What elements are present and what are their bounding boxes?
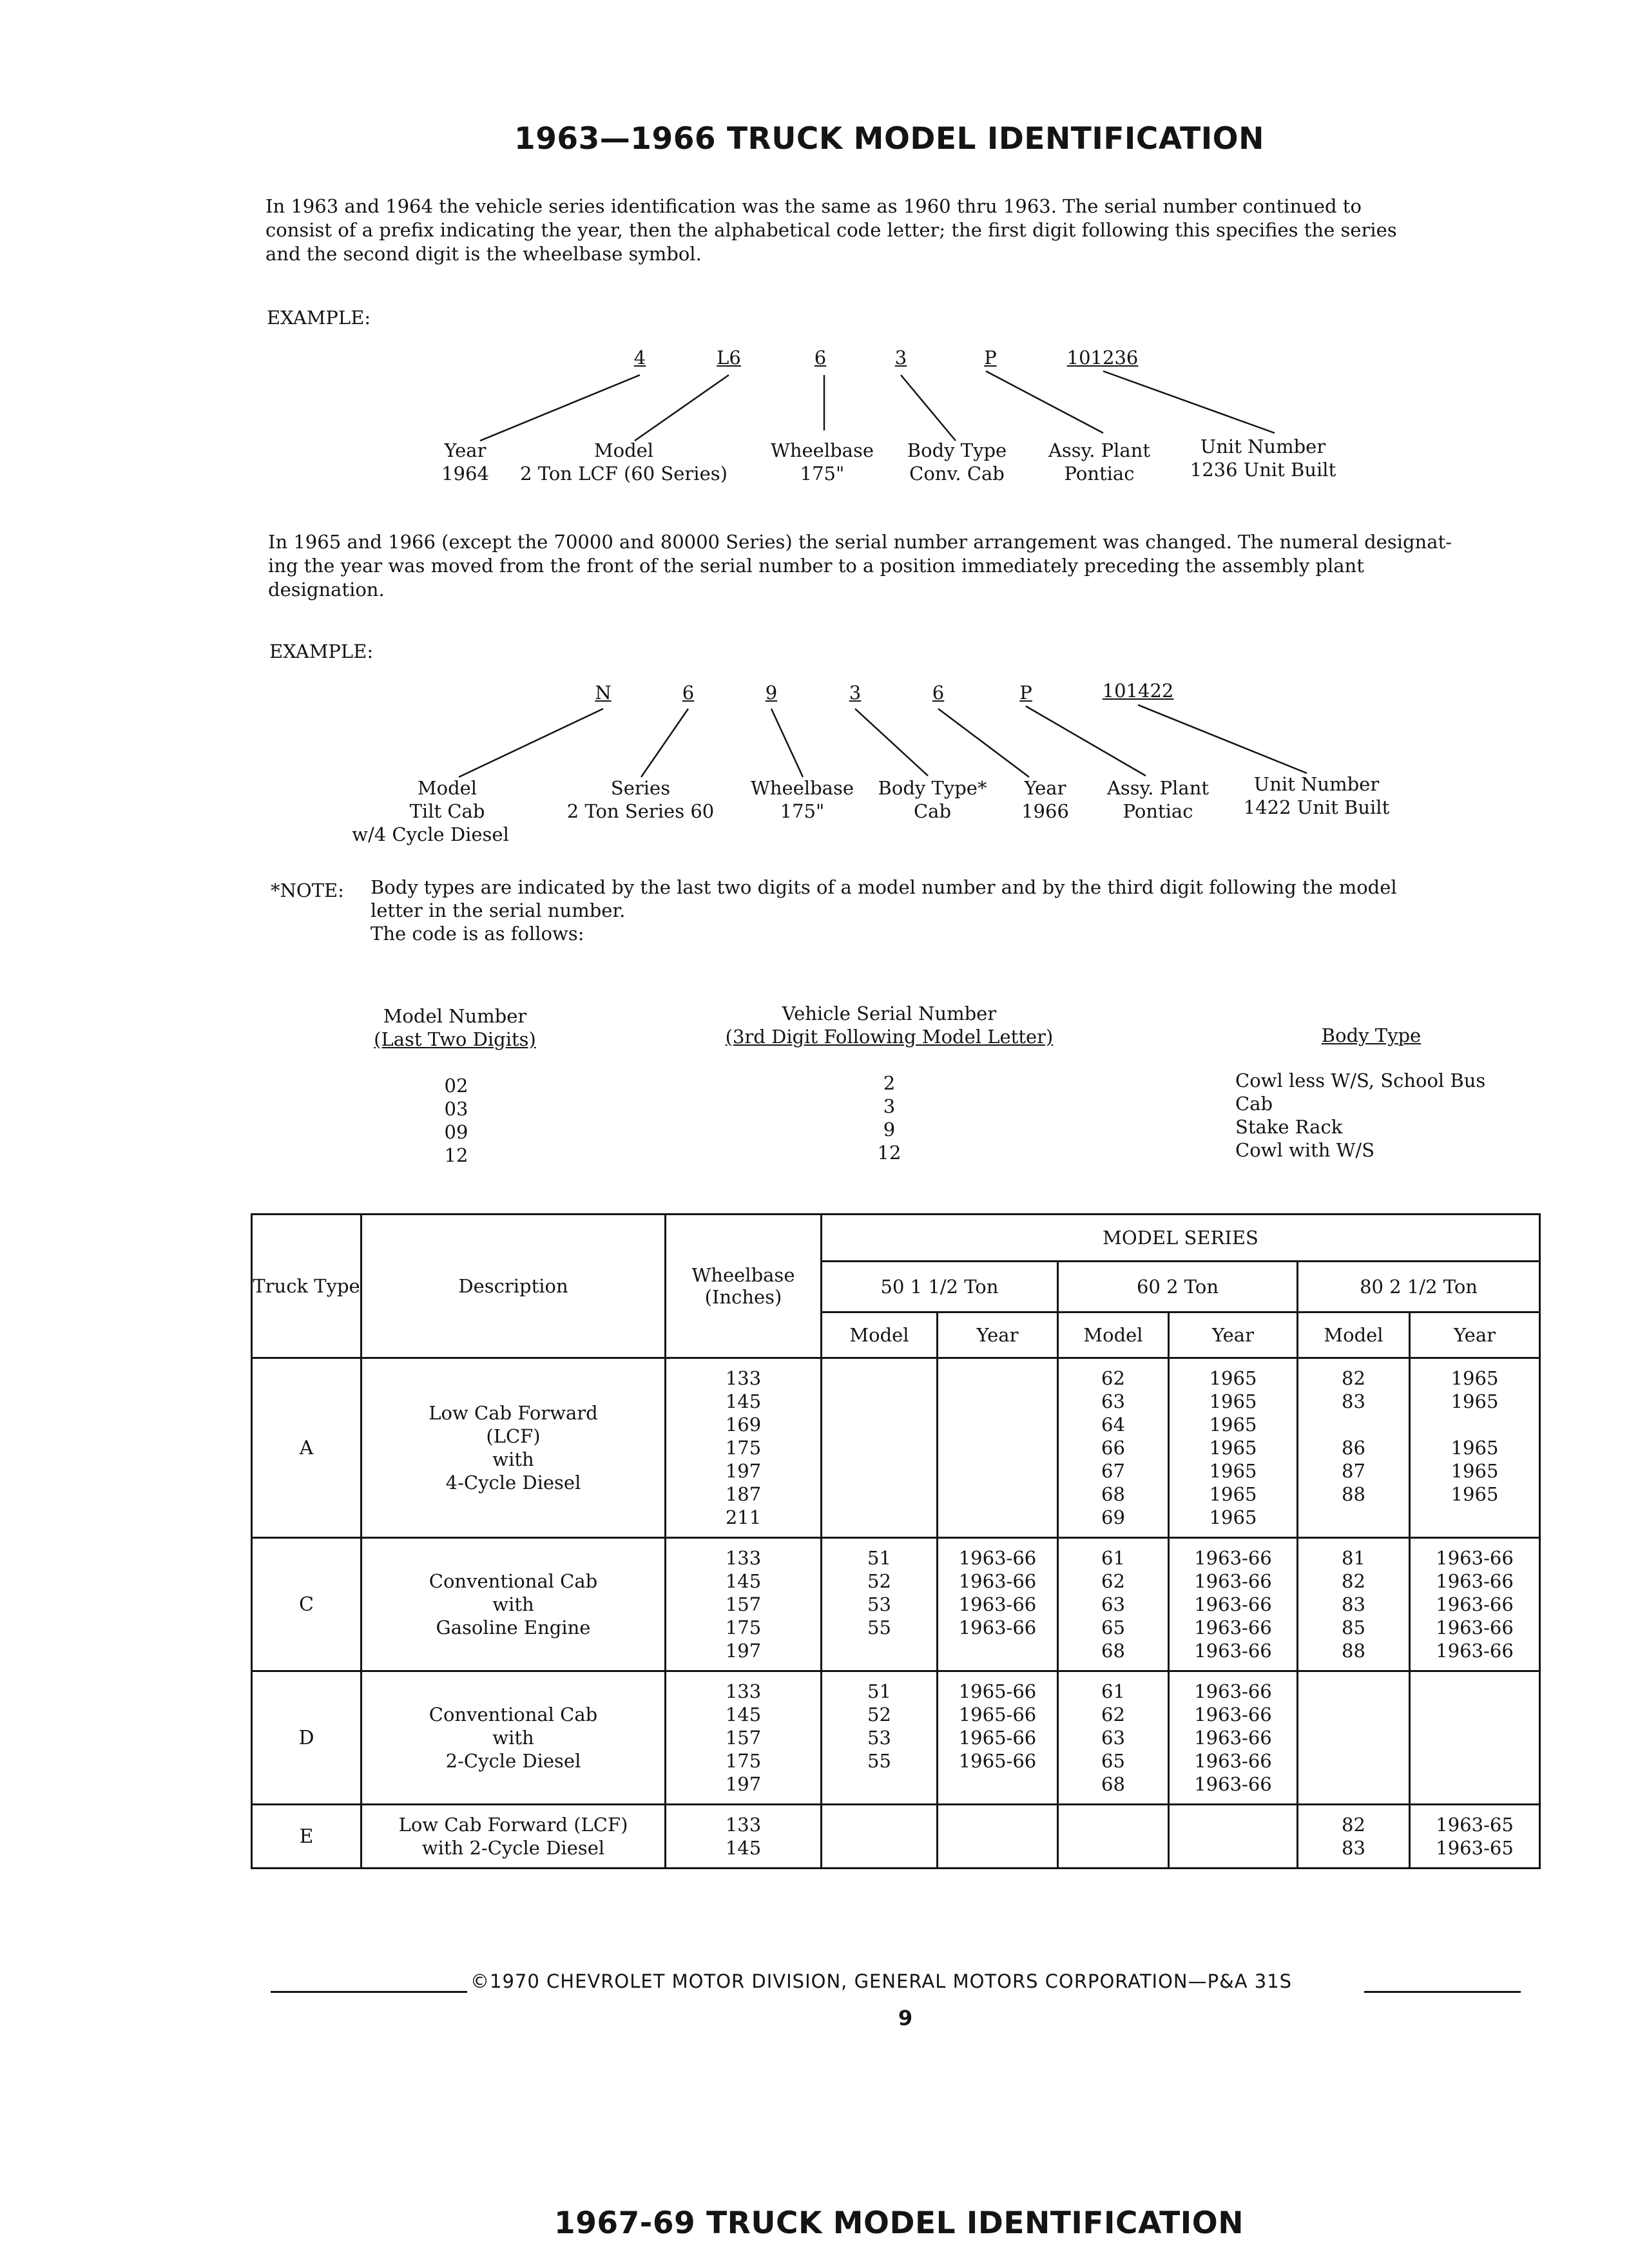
series-80-year-value: 1965 [1451, 1390, 1499, 1412]
series-50-year-value [938, 1483, 1057, 1506]
intro-1-line-2: consist of a prefix indicating the year, then the alphabetical code letter; the first digit following this specifies the series [265, 219, 1397, 241]
codes-col2-header-2: (3rd Digit Following Model Letter) [725, 1026, 1054, 1048]
series-60-year-value: 1963-66 [1194, 1704, 1272, 1725]
ex2-code-wheelbase: 9 [765, 682, 778, 704]
header-year: Year [1410, 1312, 1540, 1358]
series-80-year-value [1411, 1680, 1539, 1703]
series-60-model-value [1059, 1836, 1168, 1860]
series-50-year-value [938, 1836, 1057, 1860]
header-series-80: 80 2 1/2 Ton [1298, 1262, 1540, 1312]
series-50-model-value [822, 1413, 936, 1436]
series-50-year-value: 1963-66 [958, 1547, 1037, 1569]
series-80-year-value: 1963-66 [1436, 1570, 1514, 1592]
ex2-detail-unit: 1422 Unit Built [1243, 796, 1390, 818]
series-50-model-cell [822, 1538, 938, 1671]
series-60-year-value: 1963-66 [1194, 1727, 1272, 1749]
series-60-year-value: 1963-66 [1194, 1680, 1272, 1702]
header-wheelbase: Wheelbase (Inches) [666, 1215, 822, 1358]
series-50-year-value: 1965-66 [958, 1680, 1037, 1702]
ex1-detail-model: 2 Ton LCF (60 Series) [520, 463, 728, 485]
wheelbase-value: 133 [725, 1367, 762, 1389]
ex2-detail-wheelbase: 175" [780, 800, 825, 822]
codes-col2-header-1: Vehicle Serial Number [782, 1003, 997, 1024]
series-80-model-value: 83 [1342, 1837, 1365, 1859]
intro-2-line-2: ing the year was moved from the front of the serial number to a position immediately preceding the assembly plant [268, 555, 1364, 577]
description-line: 4-Cycle Diesel [445, 1472, 581, 1494]
series-50-model-value: 53 [867, 1727, 891, 1749]
description-line: with [492, 1448, 534, 1470]
series-50-year-value [938, 1773, 1057, 1796]
series-60-year-cell [1169, 1358, 1298, 1538]
series-50-year-cell [938, 1805, 1058, 1869]
ex2-code-model: N [595, 682, 612, 704]
wheelbase-cell [666, 1358, 822, 1538]
series-80-model-cell [1298, 1671, 1410, 1805]
series-80-year-value [1411, 1703, 1539, 1726]
series-80-model-value: 86 [1342, 1437, 1365, 1459]
series-80-model-value: 82 [1342, 1570, 1365, 1592]
wheelbase-value: 157 [725, 1727, 762, 1749]
table-row [252, 1805, 1540, 1869]
header-truck-type: Truck Type [252, 1215, 361, 1358]
header-year: Year [938, 1312, 1058, 1358]
series-60-model-value: 63 [1101, 1727, 1125, 1749]
wheelbase-value: 211 [725, 1506, 762, 1528]
series-50-year-value: 1963-66 [958, 1593, 1037, 1615]
header-model-series: MODEL SERIES [822, 1215, 1540, 1262]
series-80-year-cell [1410, 1671, 1540, 1805]
series-80-model-value: 82 [1342, 1814, 1365, 1836]
wheelbase-value: 133 [725, 1547, 762, 1569]
ex1-label-year: Year [444, 439, 487, 461]
series-50-model-value [822, 1506, 936, 1529]
series-60-year-value: 1965 [1209, 1367, 1257, 1389]
ex2-code-body-type: 3 [849, 682, 862, 704]
ex2-label-unit: Unit Number [1253, 773, 1380, 795]
series-80-year-value [1411, 1773, 1539, 1796]
wheelbase-cell [666, 1805, 822, 1869]
table-row [252, 1358, 1540, 1538]
series-50-year-value [938, 1390, 1057, 1413]
ex2-label-model: Model [417, 777, 477, 799]
ex2-detail-body-type: Cab [913, 800, 952, 822]
intro-1-line-1: In 1963 and 1964 the vehicle series identification was the same as 1960 thru 1963. The serial number continued to [265, 195, 1362, 217]
series-80-year-cell [1410, 1805, 1540, 1869]
series-50-year-value: 1963-66 [958, 1617, 1037, 1639]
ex2-code-unit: 101422 [1102, 680, 1174, 702]
truck-type-cell: C [252, 1538, 361, 1671]
wheelbase-value: 197 [725, 1773, 762, 1795]
next-page-title: 1967-69 TRUCK MODEL IDENTIFICATION [554, 2206, 1244, 2241]
series-50-model-value: 52 [867, 1704, 891, 1725]
series-50-year-cell [938, 1671, 1058, 1805]
wheelbase-cell [666, 1671, 822, 1805]
ex1-label-unit: Unit Number [1200, 436, 1326, 457]
series-50-model-cell [822, 1671, 938, 1805]
series-80-model-value: 85 [1342, 1617, 1365, 1639]
series-80-year-value: 1965 [1451, 1460, 1499, 1482]
series-80-year-value [1411, 1749, 1539, 1773]
footer-copyright: ©1970 CHEVROLET MOTOR DIVISION, GENERAL MOTORS CORPORATION—P&A 31S [470, 1970, 1293, 1992]
series-50-model-value [822, 1459, 936, 1483]
series-50-year-cell [938, 1538, 1058, 1671]
series-80-year-value: 1963-65 [1436, 1837, 1514, 1859]
series-60-model-value: 69 [1101, 1506, 1125, 1528]
ex2-label-year: Year [1024, 777, 1066, 799]
header-series-50: 50 1 1/2 Ton [822, 1262, 1058, 1312]
ex2-detail-series: 2 Ton Series 60 [566, 800, 715, 822]
ex2-label-plant: Assy. Plant [1106, 777, 1210, 799]
series-50-model-value: 51 [867, 1547, 891, 1569]
series-60-year-value [1170, 1813, 1296, 1836]
wheelbase-value: 157 [725, 1593, 762, 1615]
series-80-model-value: 82 [1342, 1367, 1365, 1389]
series-60-model-cell [1058, 1358, 1169, 1538]
ex1-code-wheelbase: 6 [814, 347, 827, 369]
wheelbase-value: 145 [725, 1704, 762, 1725]
ex1-detail-plant: Pontiac [1064, 463, 1135, 485]
wheelbase-value: 169 [725, 1414, 762, 1436]
description-line: Gasoline Engine [436, 1617, 591, 1639]
series-60-model-value: 68 [1101, 1640, 1125, 1662]
series-60-year-value: 1963-66 [1194, 1640, 1272, 1662]
series-80-year-value: 1963-66 [1436, 1547, 1514, 1569]
codes-row-2-serial: 3 [883, 1095, 896, 1117]
wheelbase-cell [666, 1538, 822, 1671]
description-cell [361, 1538, 666, 1671]
codes-col1-header-1: Model Number [383, 1005, 527, 1027]
series-60-year-cell [1169, 1671, 1298, 1805]
series-50-year-value: 1965-66 [958, 1750, 1037, 1772]
ex1-label-plant: Assy. Plant [1048, 439, 1151, 461]
series-50-model-cell [822, 1805, 938, 1869]
series-60-year-value: 1965 [1209, 1483, 1257, 1505]
header-series-60: 60 2 Ton [1058, 1262, 1298, 1312]
series-60-model-value: 62 [1101, 1570, 1125, 1592]
description-cell [361, 1671, 666, 1805]
ex1-detail-year: 1964 [441, 463, 489, 485]
wheelbase-value: 175 [725, 1437, 762, 1459]
page-number: 9 [898, 2006, 913, 2030]
series-60-year-value: 1965 [1209, 1437, 1257, 1459]
header-model: Model [1058, 1312, 1169, 1358]
ex2-code-series: 6 [682, 682, 695, 704]
series-60-model-value: 65 [1101, 1750, 1125, 1772]
description-cell [361, 1805, 666, 1869]
example-label-2: EXAMPLE: [269, 640, 374, 662]
series-50-model-value: 52 [867, 1570, 891, 1592]
ex1-detail-unit: 1236 Unit Built [1190, 459, 1336, 481]
footer-rule-right [1364, 1991, 1521, 1993]
description-line: Conventional Cab [429, 1570, 598, 1592]
codes-row-1-serial: 2 [883, 1072, 896, 1094]
ex2-detail-year: 1966 [1021, 800, 1069, 822]
series-50-model-value [822, 1836, 936, 1860]
header-year: Year [1169, 1312, 1298, 1358]
series-60-year-cell [1169, 1538, 1298, 1671]
series-80-model-value: 88 [1342, 1640, 1365, 1662]
model-series-table [251, 1213, 1541, 1869]
note-line-1: Body types are indicated by the last two digits of a model number and by the third digit following the model [371, 876, 1397, 898]
series-60-year-value: 1963-66 [1194, 1617, 1272, 1639]
description-line: (LCF) [486, 1425, 541, 1447]
ex2-label-wheelbase: Wheelbase [751, 777, 854, 799]
series-50-year-value: 1963-66 [958, 1570, 1037, 1592]
ex1-code-body-type: 3 [894, 347, 907, 369]
truck-type-cell: A [252, 1358, 361, 1538]
series-50-model-value [822, 1813, 936, 1836]
series-80-year-value [1411, 1413, 1539, 1436]
note-line-3: The code is as follows: [371, 923, 584, 945]
note-label: *NOTE: [271, 879, 344, 901]
ex1-label-model: Model [593, 439, 654, 461]
wheelbase-value: 133 [725, 1680, 762, 1702]
header-model: Model [822, 1312, 938, 1358]
ex1-detail-wheelbase: 175" [800, 463, 845, 485]
series-80-year-cell [1410, 1538, 1540, 1671]
series-50-year-value [938, 1459, 1057, 1483]
ex2-detail-model: Tilt Cab [409, 800, 485, 822]
ex1-code-model: L6 [717, 347, 741, 369]
series-80-model-value [1298, 1749, 1409, 1773]
codes-row-3-model: 09 [444, 1121, 468, 1143]
description-cell [361, 1358, 666, 1538]
wheelbase-value: 197 [725, 1640, 762, 1662]
series-60-model-value: 63 [1101, 1593, 1125, 1615]
series-80-year-value [1411, 1726, 1539, 1749]
description-line: with [492, 1593, 534, 1615]
description-line: Low Cab Forward [429, 1402, 598, 1424]
codes-col3-header: Body Type [1321, 1024, 1422, 1046]
codes-row-4-serial: 12 [877, 1142, 901, 1164]
series-80-model-cell [1298, 1538, 1410, 1671]
description-line: Low Cab Forward (LCF) [398, 1814, 628, 1836]
series-50-year-value [938, 1413, 1057, 1436]
wheelbase-value: 175 [725, 1750, 762, 1772]
truck-type-cell: D [252, 1671, 361, 1805]
codes-row-3-serial: 9 [883, 1119, 896, 1140]
codes-col1-header-2: (Last Two Digits) [374, 1028, 536, 1050]
ex2-code-year: 6 [932, 682, 945, 704]
series-80-model-value: 83 [1342, 1593, 1365, 1615]
description-line: with [492, 1727, 534, 1749]
series-60-model-value: 63 [1101, 1390, 1125, 1412]
description-line: 2-Cycle Diesel [445, 1750, 581, 1772]
series-60-year-value: 1963-66 [1194, 1570, 1272, 1592]
header-model: Model [1298, 1312, 1410, 1358]
series-50-year-value [938, 1639, 1057, 1662]
series-50-year-value [938, 1436, 1057, 1459]
wheelbase-value: 197 [725, 1460, 762, 1482]
series-80-model-cell [1298, 1358, 1410, 1538]
series-80-model-cell [1298, 1805, 1410, 1869]
codes-row-4-body: Cowl with W/S [1235, 1139, 1375, 1161]
ex1-code-plant: P [984, 347, 997, 369]
series-80-model-value: 81 [1342, 1547, 1365, 1569]
series-60-model-value: 62 [1101, 1367, 1125, 1389]
codes-row-4-model: 12 [444, 1144, 468, 1166]
ex2-detail-model-2: w/4 Cycle Diesel [352, 823, 509, 845]
series-80-model-value: 88 [1342, 1483, 1365, 1505]
series-80-year-value: 1963-65 [1436, 1814, 1514, 1836]
series-60-model-value: 65 [1101, 1617, 1125, 1639]
series-50-model-value [822, 1483, 936, 1506]
series-60-model-value: 64 [1101, 1414, 1125, 1436]
ex2-detail-plant: Pontiac [1123, 800, 1193, 822]
series-80-model-value: 87 [1342, 1460, 1365, 1482]
series-80-year-value: 1965 [1451, 1483, 1499, 1505]
ex1-code-year: 4 [633, 347, 646, 369]
series-60-year-value: 1965 [1209, 1460, 1257, 1482]
series-80-year-cell [1410, 1358, 1540, 1538]
series-50-year-value [938, 1367, 1057, 1390]
series-50-year-value: 1965-66 [958, 1704, 1037, 1725]
description-line: with 2-Cycle Diesel [421, 1837, 605, 1859]
series-60-model-value: 66 [1101, 1437, 1125, 1459]
example-label-1: EXAMPLE: [267, 307, 371, 329]
series-60-year-value: 1965 [1209, 1414, 1257, 1436]
table-row [252, 1671, 1540, 1805]
series-60-model-value: 68 [1101, 1773, 1125, 1795]
series-50-model-value [822, 1436, 936, 1459]
series-50-model-value [822, 1367, 936, 1390]
series-50-year-cell [938, 1358, 1058, 1538]
series-50-year-value: 1965-66 [958, 1727, 1037, 1749]
series-60-model-value: 61 [1101, 1680, 1125, 1702]
codes-row-1-body: Cowl less W/S, School Bus [1235, 1070, 1486, 1091]
description-line: Conventional Cab [429, 1704, 598, 1725]
ex2-label-series: Series [610, 777, 671, 799]
series-60-model-value: 67 [1101, 1460, 1125, 1482]
series-50-year-value [938, 1506, 1057, 1529]
header-description: Description [361, 1215, 666, 1358]
page-title: 1963—1966 TRUCK MODEL IDENTIFICATION [514, 121, 1264, 157]
series-50-model-value: 51 [867, 1680, 891, 1702]
ex1-label-wheelbase: Wheelbase [771, 439, 874, 461]
ex1-code-unit: 101236 [1066, 347, 1139, 369]
ex1-label-body-type: Body Type [907, 439, 1007, 461]
series-80-year-value [1411, 1506, 1539, 1529]
intro-1-line-3: and the second digit is the wheelbase symbol. [265, 243, 702, 265]
series-80-model-value [1298, 1773, 1409, 1796]
series-80-year-value: 1965 [1451, 1437, 1499, 1459]
wheelbase-value: 187 [725, 1483, 762, 1505]
wheelbase-value: 145 [725, 1837, 762, 1859]
ex1-detail-body-type: Conv. Cab [909, 463, 1005, 485]
wheelbase-value: 133 [725, 1814, 762, 1836]
series-80-model-value [1298, 1680, 1409, 1703]
series-50-model-value [822, 1639, 936, 1662]
series-60-model-value: 62 [1101, 1704, 1125, 1725]
series-60-year-value: 1963-66 [1194, 1547, 1272, 1569]
model-table-body [252, 1358, 1540, 1869]
codes-row-2-model: 03 [444, 1098, 468, 1120]
series-60-model-cell [1058, 1671, 1169, 1805]
series-50-model-value: 55 [867, 1750, 891, 1772]
series-80-model-value [1298, 1506, 1409, 1529]
codes-row-3-body: Stake Rack [1235, 1116, 1343, 1138]
series-50-model-value [822, 1773, 936, 1796]
truck-type-cell: E [252, 1805, 361, 1869]
table-row [252, 1538, 1540, 1671]
codes-row-2-body: Cab [1235, 1093, 1273, 1115]
footer-rule-left [271, 1991, 467, 1993]
series-50-model-value: 53 [867, 1593, 891, 1615]
series-60-year-value: 1965 [1209, 1506, 1257, 1528]
series-50-model-value: 55 [867, 1617, 891, 1639]
series-80-model-value: 83 [1342, 1390, 1365, 1412]
intro-2-line-3: designation. [268, 579, 385, 601]
series-60-model-cell [1058, 1805, 1169, 1869]
wheelbase-value: 145 [725, 1390, 762, 1412]
wheelbase-value: 145 [725, 1570, 762, 1592]
series-80-model-value [1298, 1413, 1409, 1436]
series-60-year-value: 1963-66 [1194, 1593, 1272, 1615]
ex2-label-body-type: Body Type* [878, 777, 987, 799]
note-line-2: letter in the serial number. [371, 899, 626, 921]
intro-2-line-1: In 1965 and 1966 (except the 70000 and 80000 Series) the serial number arrangement was changed. The numeral designat- [268, 531, 1452, 553]
series-80-year-value: 1963-66 [1436, 1617, 1514, 1639]
series-80-year-value: 1963-66 [1436, 1640, 1514, 1662]
series-80-year-value: 1965 [1451, 1367, 1499, 1389]
ex2-code-plant: P [1019, 682, 1032, 704]
series-80-model-value [1298, 1726, 1409, 1749]
series-60-year-cell [1169, 1805, 1298, 1869]
series-50-year-value [938, 1813, 1057, 1836]
series-50-model-cell [822, 1358, 938, 1538]
series-60-model-value: 68 [1101, 1483, 1125, 1505]
series-60-year-value: 1963-66 [1194, 1773, 1272, 1795]
series-60-model-cell [1058, 1538, 1169, 1671]
series-60-year-value: 1965 [1209, 1390, 1257, 1412]
wheelbase-value: 175 [725, 1617, 762, 1639]
series-60-year-value: 1963-66 [1194, 1750, 1272, 1772]
series-60-model-value [1059, 1813, 1168, 1836]
series-50-model-value [822, 1390, 936, 1413]
codes-row-1-model: 02 [444, 1075, 468, 1097]
series-60-model-value: 61 [1101, 1547, 1125, 1569]
series-80-model-value [1298, 1703, 1409, 1726]
series-80-year-value: 1963-66 [1436, 1593, 1514, 1615]
series-60-year-value [1170, 1836, 1296, 1860]
